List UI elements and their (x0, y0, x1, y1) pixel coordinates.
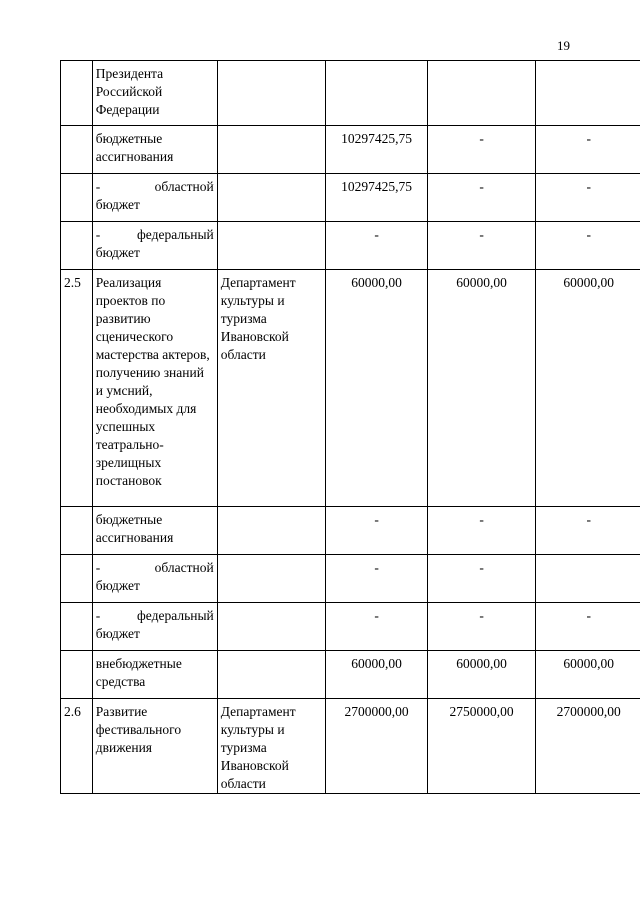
row-number (61, 174, 93, 222)
row-number (61, 651, 93, 699)
table-row (61, 603, 640, 651)
table-row (61, 174, 640, 222)
row-executor: Департамент культуры и туризма Ивановской области (217, 699, 326, 794)
row-value-year3: - (536, 174, 640, 222)
row-executor (217, 222, 326, 270)
row-executor (217, 61, 326, 126)
row-executor (217, 651, 326, 699)
table-row (61, 222, 640, 270)
row-executor (217, 507, 326, 555)
row-value-year1: 10297425,75 (326, 126, 427, 174)
row-value-year3 (536, 555, 640, 603)
row-value-year1: 60000,00 (326, 270, 427, 507)
row-value-year2: 60000,00 (427, 270, 536, 507)
row-name: бюджетные ассигнования (92, 507, 217, 555)
row-value-year2: - (427, 603, 536, 651)
row-number: 2.6 (61, 699, 93, 794)
row-value-year1: 60000,00 (326, 651, 427, 699)
row-value-year3: 2700000,00 (536, 699, 640, 794)
row-name-dash: - (95, 227, 101, 242)
row-value-year3 (536, 61, 640, 126)
table-row (61, 651, 640, 699)
budget-table (60, 60, 640, 794)
row-name-suffix: бюджет (95, 245, 140, 260)
row-name (92, 222, 217, 270)
row-number (61, 555, 93, 603)
row-value-year2: - (427, 174, 536, 222)
row-name-word: федеральный (137, 608, 214, 623)
row-value-year2: 2750000,00 (427, 699, 536, 794)
row-name: Президента Российской Федерации (92, 61, 217, 126)
row-name-dash: - (95, 560, 101, 575)
row-name-suffix: бюджет (95, 197, 140, 212)
row-value-year1 (326, 61, 427, 126)
row-executor (217, 555, 326, 603)
table-row (61, 270, 640, 507)
row-number: 2.5 (61, 270, 93, 507)
row-name-dash: - (95, 608, 101, 623)
row-number (61, 603, 93, 651)
row-executor (217, 603, 326, 651)
row-value-year3: - (536, 507, 640, 555)
row-name-word: областной (154, 179, 214, 194)
row-value-year2 (427, 61, 536, 126)
row-value-year1: - (326, 507, 427, 555)
row-number (61, 61, 93, 126)
row-name (92, 555, 217, 603)
row-name-suffix: бюджет (95, 626, 140, 641)
row-value-year2: - (427, 222, 536, 270)
row-value-year2: - (427, 126, 536, 174)
row-executor (217, 174, 326, 222)
row-value-year3: - (536, 603, 640, 651)
row-value-year3: - (536, 126, 640, 174)
table-row (61, 555, 640, 603)
row-name (92, 174, 217, 222)
table-row (61, 126, 640, 174)
row-executor: Департамент культуры и туризма Ивановской области (217, 270, 326, 507)
row-name-word: областной (154, 560, 214, 575)
table-row (61, 507, 640, 555)
row-value-year1: 2700000,00 (326, 699, 427, 794)
row-name: Реализация проектов по развитию сценического мастерства актеров, получению знаний и умсний, необходимых для успешных театрально-зрелищных постановок (92, 270, 217, 507)
row-executor (217, 126, 326, 174)
row-name-dash: - (95, 179, 101, 194)
row-number (61, 126, 93, 174)
row-value-year3: 60000,00 (536, 270, 640, 507)
row-value-year2: - (427, 507, 536, 555)
row-value-year1: - (326, 222, 427, 270)
page-number: 19 (557, 38, 570, 53)
row-number (61, 222, 93, 270)
row-name: Развитие фестивального движения (92, 699, 217, 794)
row-value-year1: 10297425,75 (326, 174, 427, 222)
table-row (61, 61, 640, 126)
row-name: внебюджетные средства (92, 651, 217, 699)
row-value-year3: - (536, 222, 640, 270)
table-row (61, 699, 640, 794)
row-value-year2: 60000,00 (427, 651, 536, 699)
row-value-year2: - (427, 555, 536, 603)
row-name-word: федеральный (137, 227, 214, 242)
row-name: бюджетные ассигнования (92, 126, 217, 174)
row-number (61, 507, 93, 555)
row-value-year1: - (326, 555, 427, 603)
row-value-year3: 60000,00 (536, 651, 640, 699)
row-name (92, 603, 217, 651)
row-name-suffix: бюджет (95, 578, 140, 593)
row-value-year1: - (326, 603, 427, 651)
